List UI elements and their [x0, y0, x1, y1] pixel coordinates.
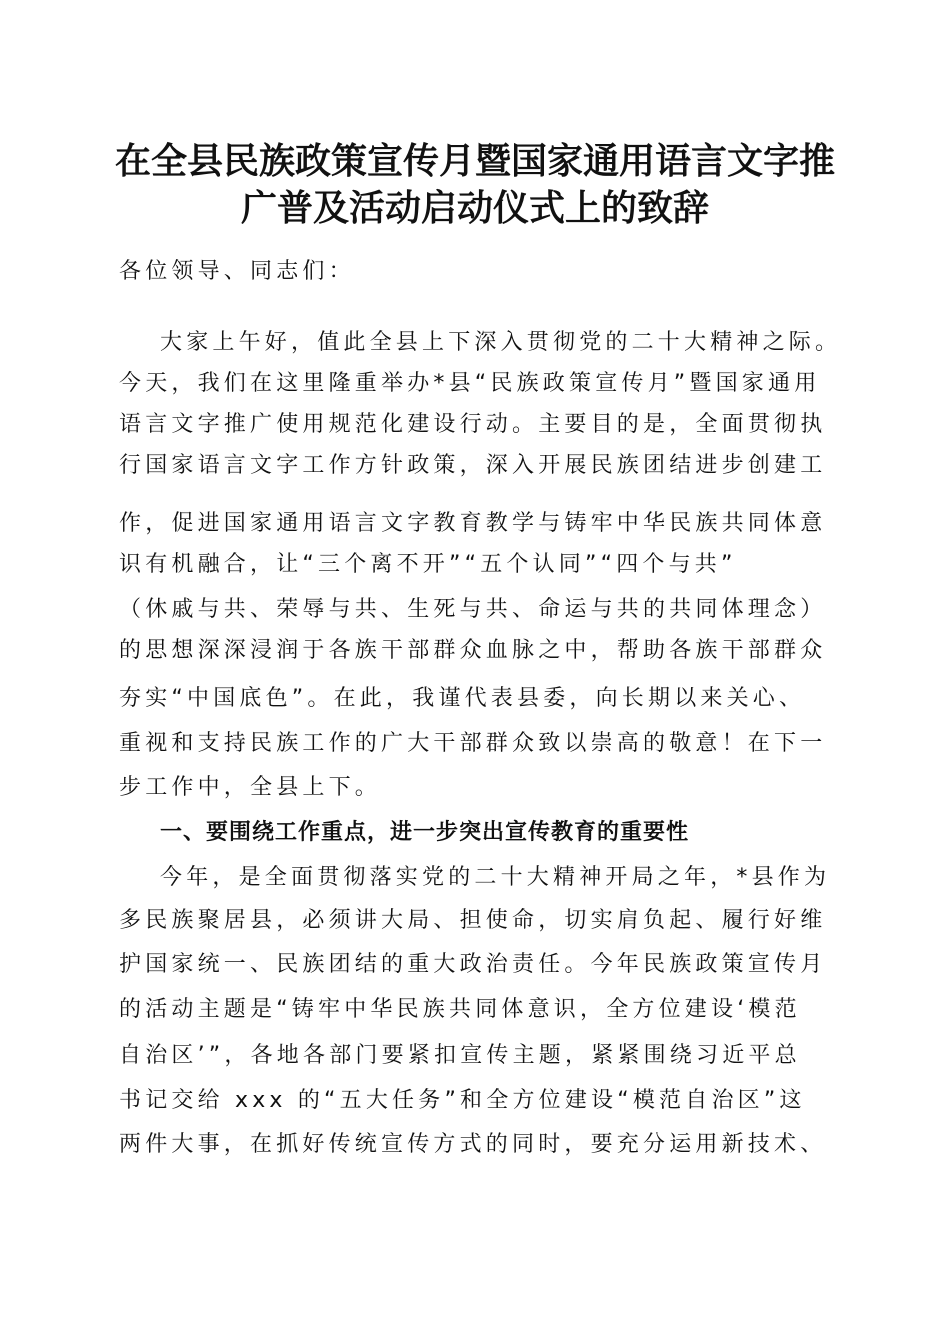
paragraph-2-line: 护国家统一、民族团结的重大政治责任。今年民族政策宣传月 — [119, 952, 827, 977]
paragraph-1-line: 识有机融合，让“三个离不开”“五个认同”“四个与共” — [119, 552, 737, 577]
paragraph-2-line: 自治区’”，各地各部门要紧扣宣传主题，紧紧围绕习近平总 — [119, 1043, 801, 1068]
paragraph-2-line: 的活动主题是“铸牢中华民族共同体意识，全方位建设‘模范 — [119, 997, 801, 1022]
document-title-line-2: 广普及活动启动仪式上的致辞 — [240, 187, 709, 229]
paragraph-1-line: 作，促进国家通用语言文字教育教学与铸牢中华民族共同体意 — [119, 511, 827, 536]
paragraph-1-line: 大家上午好，值此全县上下深入贯彻党的二十大精神之际。 — [160, 330, 842, 355]
paragraph-1-line: 夯实“中国底色”。在此，我谨代表县委，向长期以来关心、 — [119, 686, 806, 711]
paragraph-2-line: 今年，是全面贯彻落实党的二十大精神开局之年，*县作为 — [160, 865, 831, 890]
paragraph-1-line: 行国家语言文字工作方针政策，深入开展民族团结进步创建工 — [119, 453, 827, 478]
paragraph-2-line: 书记交给 xxx 的“五大任务”和全方位建设“模范自治区”这 — [119, 1088, 806, 1113]
paragraph-1-line: 语言文字推广使用规范化建设行动。主要目的是，全面贯彻执 — [119, 412, 827, 437]
paragraph-1-line: 步工作中，全县上下。 — [119, 775, 382, 800]
paragraph-1-line: （休戚与共、荣辱与共、生死与共、命运与共的共同体理念） — [119, 597, 827, 622]
paragraph-2-line: 多民族聚居县，必须讲大局、担使命，切实肩负起、履行好维 — [119, 908, 827, 933]
salutation: 各位领导、同志们： — [119, 259, 355, 284]
paragraph-2-line: 两件大事，在抓好传统宣传方式的同时，要充分运用新技术、 — [119, 1132, 827, 1157]
document-title-line-1: 在全县民族政策宣传月暨国家通用语言文字推 — [114, 140, 835, 182]
section-1-heading: 一、要围绕工作重点，进一步突出宣传教育的重要性 — [160, 820, 690, 845]
paragraph-1-line: 今天，我们在这里隆重举办*县“民族政策宣传月”暨国家通用 — [119, 371, 821, 396]
paragraph-1-line: 重视和支持民族工作的广大干部群众致以崇高的敬意！在下一 — [119, 731, 827, 756]
paragraph-1-line: 的思想深深浸润于各族干部群众血脉之中，帮助各族干部群众 — [119, 638, 827, 663]
